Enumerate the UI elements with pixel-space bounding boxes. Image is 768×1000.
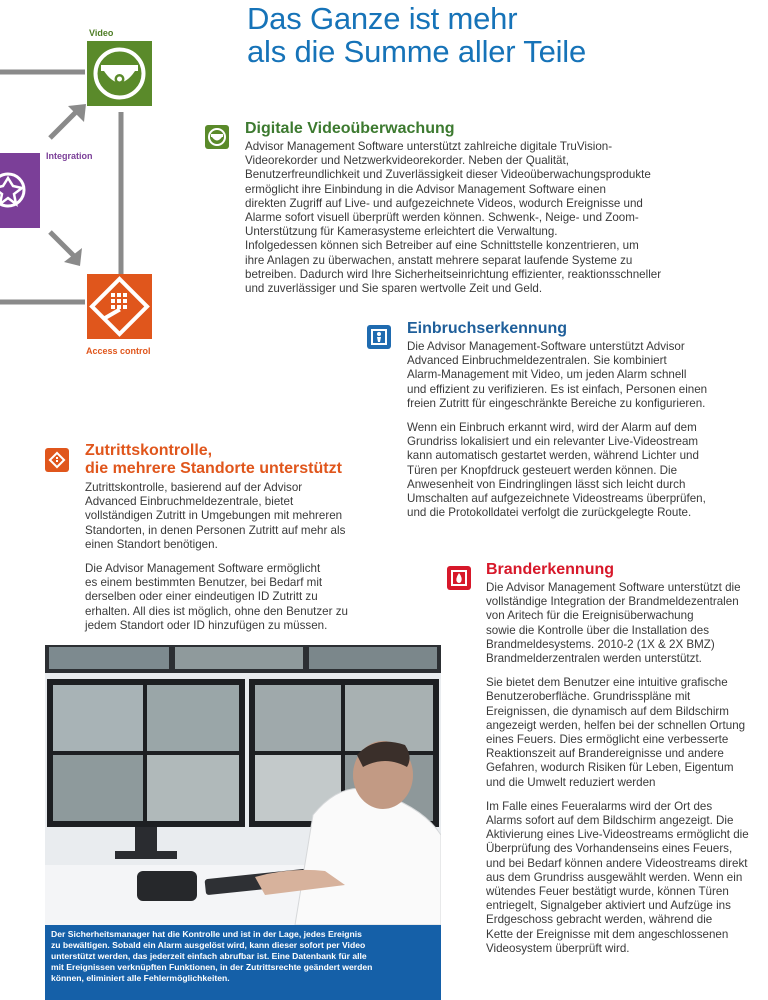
caption-line: Der Sicherheitsmanager hat die Kontrolle und ist in der Lage, jedes Ereignis xyxy=(51,929,362,939)
intrusion-line: Die Advisor Management-Software unterstützt Advisor xyxy=(407,340,685,353)
access-heading-line-1: Zutrittskontrolle, xyxy=(85,442,213,459)
integration-diagram xyxy=(0,20,200,360)
section-heading-access xyxy=(85,442,342,478)
fire-para-1 xyxy=(486,581,766,666)
photo-caption xyxy=(45,925,441,1000)
fire-line: Aktivierung eines Live-Videostreams ermöglicht die xyxy=(486,828,749,842)
intrusion-line: und die Protokolldatei verfolgt die zurückgelegte Route. xyxy=(407,506,692,520)
video-line: Alarme sofort visuell überprüft werden können. Schwenk-, Neige- und Zoom- xyxy=(245,211,639,225)
video-line: und zuverlässiger und Sie sparen wertvolle Zeit und Geld. xyxy=(245,282,543,296)
video-line: Videorekorder und Netzwerkvideorekorder. Neben der Qualität, xyxy=(245,154,569,168)
fire-line: sowie die Kontrolle über die Installation des xyxy=(486,623,709,637)
fire-line: Ereignissen, die dynamisch auf dem Bildschirm xyxy=(486,704,729,718)
access-heading-line-2: die mehrere Standorte unterstützt xyxy=(85,460,342,477)
video-body xyxy=(245,140,765,296)
caption-line: mit Ereignissen verknüpften Funktionen, in der Zutrittsrechte geändert werden xyxy=(51,962,373,972)
access-line: einen Standort benötigen. xyxy=(85,537,218,551)
video-line: direkten Zugriff auf Live- und aufgezeichnete Videos, wodurch Ereignisse und xyxy=(245,196,643,210)
access-label: Access control xyxy=(86,346,151,356)
access-para-2 xyxy=(85,562,385,633)
caption-line: unterstützt werden, das jederzeit einfach abrufbar ist. Eine Datenbank für alle xyxy=(51,951,367,961)
integration-label: Integration xyxy=(46,151,93,161)
intrusion-line: Grundriss lokalisiert und ein relevanter Live-Videostream xyxy=(407,435,699,449)
fire-line: Erdgeschoss gebracht werden, während die xyxy=(486,913,713,927)
fire-line: Brandmeldesystems. 2010-2 (1X & 2X BMZ) xyxy=(486,637,715,651)
fire-line: angezeigt werden, helfen bei der schnellen Ortung xyxy=(486,718,746,732)
video-line: Infolgedessen können sich Betreiber auf eine Schnittstelle konzentrieren, um xyxy=(245,239,639,253)
fire-line: Die Advisor Management Software unterstützt die xyxy=(486,581,741,594)
fire-para-2 xyxy=(486,676,766,790)
fire-line: aus dem Grundriss ausgewählt werden. Wenn ein xyxy=(486,870,743,884)
fire-body xyxy=(486,581,766,966)
arrow-to-access xyxy=(50,232,74,256)
intrusion-para-1 xyxy=(407,340,762,411)
fire-line: Benutzeroberfläche. Grundrisspläne mit xyxy=(486,690,691,704)
video-line: betreiben. Dadurch wird Ihre Sicherheitseinrichtung effizienter, reaktionsschneller xyxy=(245,267,662,281)
fire-line: Videosystem überprüft wird. xyxy=(486,941,630,955)
video-line: Advisor Management Software unterstützt zahlreiche digitale TruVision- xyxy=(245,140,613,153)
access-line: Standorten, in denen Personen Zutritt auf mehr als xyxy=(85,523,346,537)
intrusion-line: Anwesenheit von Eindringlingen lässt sich leicht durch xyxy=(407,477,686,491)
fire-line: von Aritech für die Ereignisüberwachung xyxy=(486,609,694,623)
access-line: vollständigen Zutritt in Umgebungen mit mehreren xyxy=(85,509,343,523)
intrusion-line: Türen per Knopfdruck gesteuert werden können. Die xyxy=(407,463,678,477)
section-heading-intrusion: Einbruchserkennung xyxy=(407,320,568,337)
fire-icon xyxy=(447,566,471,590)
caption-line: zu bewältigen. Sobald ein Alarm ausgelöst wird, kann dieser sofort per Video xyxy=(51,940,366,950)
section-heading-video: Digitale Videoüberwachung xyxy=(245,120,455,137)
fire-line: und die Umwelt reduziert werden xyxy=(486,775,656,789)
fire-line: entriegelt, Signalgeber aktiviert und Aufzüge ins xyxy=(486,899,731,913)
video-line: ermöglicht ihre Einbindung in die Advisor Management Software einen xyxy=(245,182,606,196)
access-line: jedem Standort oder ID hinzufügen zu müssen. xyxy=(85,618,328,632)
video-node xyxy=(87,41,152,106)
fire-line: vollständige Integration der Brandmeldezentralen xyxy=(486,595,739,609)
fire-line: wütendes Feuer bestätigt wurde, können Türen xyxy=(486,885,729,899)
access-line: es einem bestimmten Benutzer, bei Bedarf mit xyxy=(85,576,323,590)
fire-line: Alarms sofort auf dem Bildschirm angezeigt. Die xyxy=(486,814,734,828)
fire-line: Brandmelderzentralen werden unterstützt. xyxy=(486,652,702,666)
fire-line: Kette der Ereignisse mit dem angeschlossenen xyxy=(486,927,729,941)
access-body xyxy=(85,481,385,643)
intrusion-line: Wenn ein Einbruch erkannt wird, wird der Alarm auf dem xyxy=(407,421,697,435)
fire-line: Im Falle eines Feueralarms wird der Ort des xyxy=(486,799,713,813)
fire-line: Gefahren, wodurch Risiken für Leben, Eigentum xyxy=(486,761,734,775)
access-line: Zutrittskontrolle, basierend auf der Advisor xyxy=(85,481,303,494)
security-manager-photo xyxy=(45,645,441,925)
title-line-2: als die Summe aller Teile xyxy=(247,34,587,69)
page-title xyxy=(247,2,586,68)
intruder-icon xyxy=(367,325,391,349)
intrusion-line: Advanced Einbruchmeldezentralen. Sie kombiniert xyxy=(407,354,667,368)
access-line: erhalten. All dies ist möglich, ohne den Benutzer zu xyxy=(85,604,348,618)
access-line: Die Advisor Management Software ermöglicht xyxy=(85,562,321,576)
video-label: Video xyxy=(89,28,114,38)
keypad-icon xyxy=(45,448,69,472)
access-node xyxy=(87,274,152,339)
access-line: Advanced Einbruchmeldezentrale, bietet xyxy=(85,495,294,509)
access-line: derselben oder einer eindeutigen ID Zutritt zu xyxy=(85,590,318,604)
video-line: Benutzerfreundlichkeit und Zuverlässigkeit dieser Videoüberwachungsprodukte xyxy=(245,168,651,182)
intrusion-line: freien Zutritt für eingeschränkte Bereiche zu konfigurieren. xyxy=(407,396,706,410)
fire-line: Überprüfung des Vorhandenseins eines Feuers, xyxy=(486,842,733,856)
integration-node xyxy=(0,153,40,228)
fire-line: Reaktionszeit auf Brandereignisse und andere xyxy=(486,747,724,761)
intrusion-body xyxy=(407,340,762,530)
intrusion-line: kann automatisch gestartet werden, während Lichter und xyxy=(407,449,699,463)
intrusion-line: und effizient zu verifizieren. Es ist einfach, Personen einen xyxy=(407,382,708,396)
section-heading-fire: Branderkennung xyxy=(486,561,615,578)
intrusion-line: Umschalten auf aufgezeichnete Videostreams überprüfen, xyxy=(407,492,706,506)
intrusion-para-2 xyxy=(407,421,762,520)
fire-line: und bei Bedarf können andere Videostreams direkt xyxy=(486,856,748,870)
video-line: ihre Anlagen zu überwachen, anstatt mehrere separat laufende Systeme zu xyxy=(245,253,633,267)
video-line: Unterstützung für Kamerasysteme erleichtert die Verwaltung. xyxy=(245,225,558,239)
access-para-1 xyxy=(85,481,385,552)
fire-line: eines Feuers. Dies ermöglicht eine verbesserte xyxy=(486,733,729,747)
fire-line: Sie bietet dem Benutzer eine intuitive grafische xyxy=(486,676,728,690)
arrow-to-video xyxy=(50,110,78,138)
intrusion-line: Alarm-Management mit Video, um jeden Alarm schnell xyxy=(407,368,687,382)
camera-icon xyxy=(205,125,229,149)
caption-line: können, eliminiert alle Fehlermöglichkeiten. xyxy=(51,973,230,983)
title-line-1: Das Ganze ist mehr xyxy=(247,1,518,36)
fire-para-3 xyxy=(486,800,766,956)
